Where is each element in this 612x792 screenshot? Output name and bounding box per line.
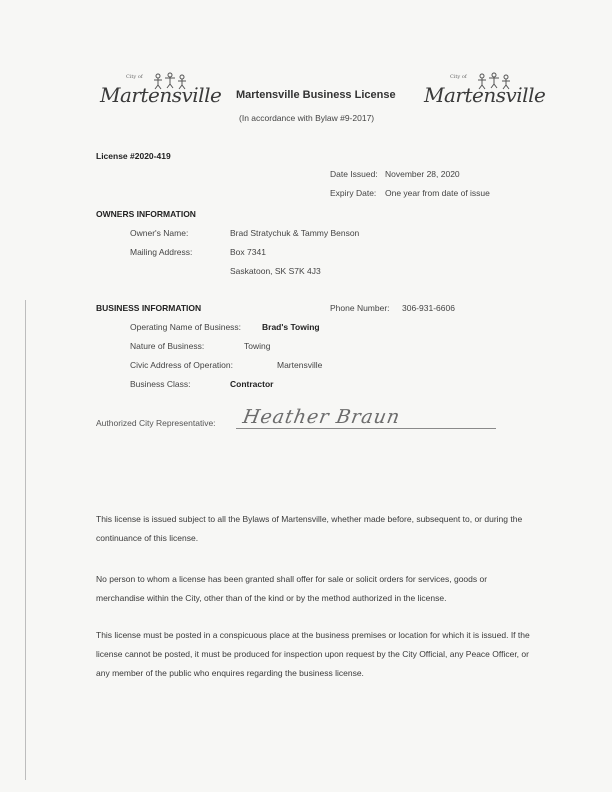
operating-name-label: Operating Name of Business: xyxy=(130,322,242,332)
authorized-rep-label: Authorized City Representative: xyxy=(96,418,216,428)
license-number: License #2020-419 xyxy=(96,151,171,161)
handwritten-signature: Heather Braun xyxy=(241,406,403,428)
operating-name-value: Brad's Towing xyxy=(262,322,320,332)
nature-of-business-label: Nature of Business: xyxy=(130,341,205,351)
owner-name-label: Owner's Name: xyxy=(130,228,189,238)
mailing-address-line1: Box 7341 xyxy=(230,247,266,257)
scan-edge-line xyxy=(25,300,26,780)
date-issued-value: November 28, 2020 xyxy=(385,169,460,179)
signature-line xyxy=(236,428,496,429)
logo-name-text: Martensville xyxy=(424,83,546,107)
document-subtitle: (In accordance with Bylaw #9-2017) xyxy=(239,113,375,123)
date-issued-label: Date Issued: xyxy=(330,169,378,179)
terms-paragraph-2: No person to whom a license has been granted shall offer for sale or solicit orders for services, goods or merchandise within the City, other than of the kind or by the method authorized in the license. xyxy=(96,574,488,603)
owners-info-heading: OWNERS INFORMATION xyxy=(96,209,196,219)
mailing-address-line2: Saskatoon, SK S7K 4J3 xyxy=(230,266,321,276)
mailing-address-label: Mailing Address: xyxy=(130,247,193,257)
expiry-date-value: One year from date of issue xyxy=(385,188,490,198)
logo-city-of-text: City of xyxy=(126,74,143,80)
phone-number-label: Phone Number: xyxy=(330,303,390,313)
business-class-value: Contractor xyxy=(230,379,274,389)
phone-number-value: 306-931-6606 xyxy=(402,303,455,313)
business-class-label: Business Class: xyxy=(130,379,191,389)
terms-paragraph-1: This license is issued subject to all the Bylaws of Martensville, whether made before, subsequent to, or during the continuance of this license. xyxy=(96,514,523,543)
terms-paragraph-3: This license must be posted in a conspicuous place at the business premises or location for which it is issued. If the license cannot be posted, it must be produced for inspection upon request by the City Official, any Peace Officer, or any member of the public who enquires regarding the business license. xyxy=(96,630,530,678)
logo-city-of-text: City of xyxy=(450,74,467,80)
civic-address-label: Civic Address of Operation: xyxy=(130,360,233,370)
logo-figures-icon xyxy=(152,72,192,90)
logo-name-text: Martensville xyxy=(100,83,222,107)
city-logo-left xyxy=(100,72,222,112)
nature-of-business-value: Towing xyxy=(244,341,271,351)
owner-name-value: Brad Stratychuk & Tammy Benson xyxy=(230,228,360,238)
business-info-heading: BUSINESS INFORMATION xyxy=(96,303,202,313)
civic-address-value: Martensville xyxy=(277,360,323,370)
expiry-date-label: Expiry Date: xyxy=(330,188,377,198)
document-title: Martensville Business License xyxy=(236,89,396,101)
city-logo-right xyxy=(424,72,546,112)
logo-figures-icon xyxy=(476,72,516,90)
